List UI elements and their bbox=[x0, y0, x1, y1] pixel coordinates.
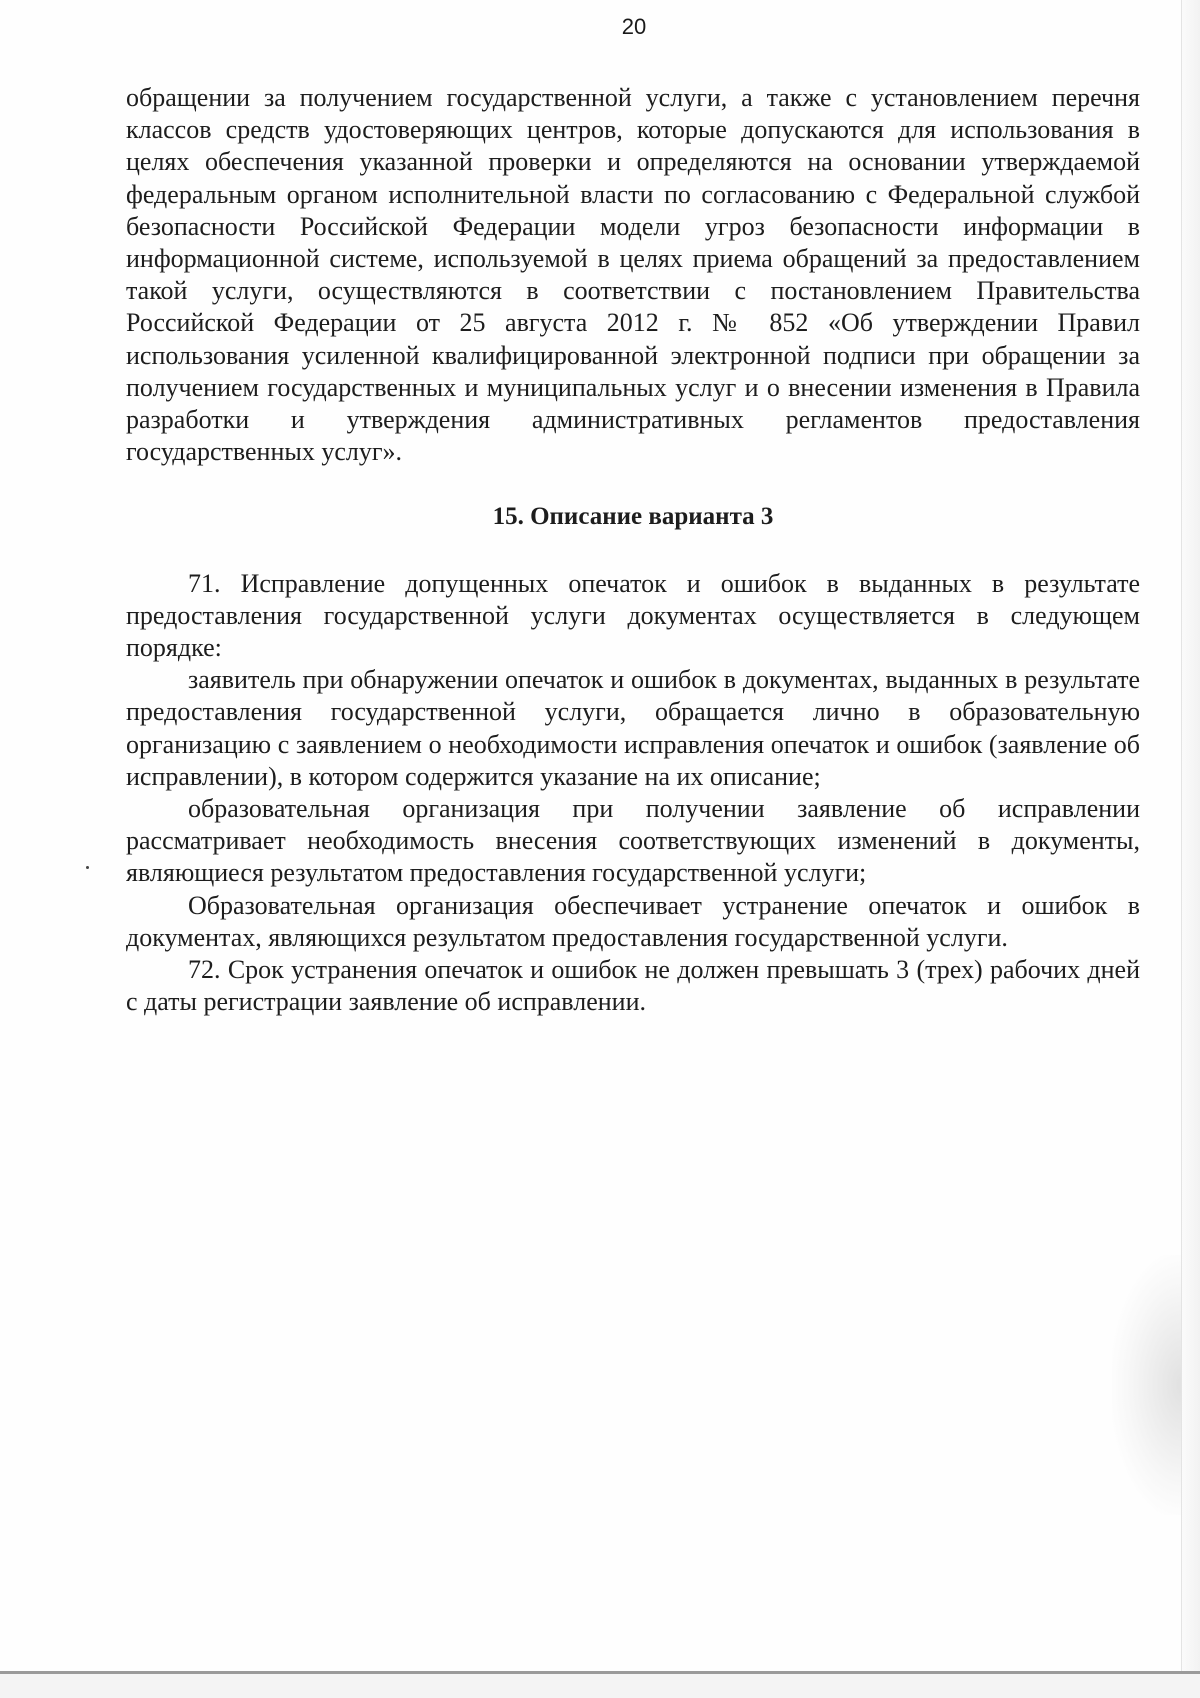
page-edge-bottom bbox=[0, 1671, 1200, 1698]
page-edge-right bbox=[1181, 0, 1200, 1698]
page-number: 20 bbox=[621, 14, 647, 39]
section-heading: 15. Описание варианта 3 bbox=[492, 503, 774, 531]
paragraph-continuation: обращении за получением государственной услуги, а также с установлением перечня классов средств удостоверяющих центров, которые допускаются для использования в целях обеспечения указанной проверки и определяются на основании утверждаемой федеральным органом исполнительной власти по согласованию с Федеральной службой безопасности Российской Федерации модели угроз безопасности информации в информационной системе, используемой в целях приема обращений за предоставлением такой услуги, осуществляются в соответствии с постановлением Правительства Российской Федерации от 25 августа 2012 г. № 852 «Об утверждении Правил использования усиленной квалифицированной электронной подписи при обращении за получением государственных и муниципальных услуг и о внесении изменения в Правила разработки и утверждения административных регламентов предоставления государственных услуг». bbox=[126, 83, 1140, 467]
scan-artifact-dot bbox=[86, 866, 89, 869]
paragraph-71-correction: Образовательная организация обеспечивает устранение опечаток и ошибок в документах, являющихся результатом предоставления государственной услуги. bbox=[126, 890, 1140, 952]
paragraph-71-review: образовательная организация при получении заявление об исправлении рассматривает необходимость внесения соответствующих изменений в документы, являющиеся результатом предоставления государственной услуги; bbox=[126, 794, 1140, 888]
document-body bbox=[126, 82, 1140, 1018]
paragraph-71-applicant: заявитель при обнаружении опечаток и ошибок в документах, выданных в результате предоставления государственной услуги, обращается лично в образовательную организацию с заявлением о необходимости исправления опечаток и ошибок (заявление об исправлении), в котором содержится указание на их описание; bbox=[126, 665, 1140, 791]
security-paper-pattern bbox=[1112, 1255, 1182, 1515]
paragraph-72: 72. Срок устранения опечаток и ошибок не должен превышать 3 (трех) рабочих дней с даты регистрации заявление об исправлении. bbox=[126, 955, 1140, 1017]
paragraph-71: 71. Исправление допущенных опечаток и ошибок в выданных в результате предоставления государственной услуги документах осуществляется в следующем порядке: bbox=[126, 568, 1140, 663]
